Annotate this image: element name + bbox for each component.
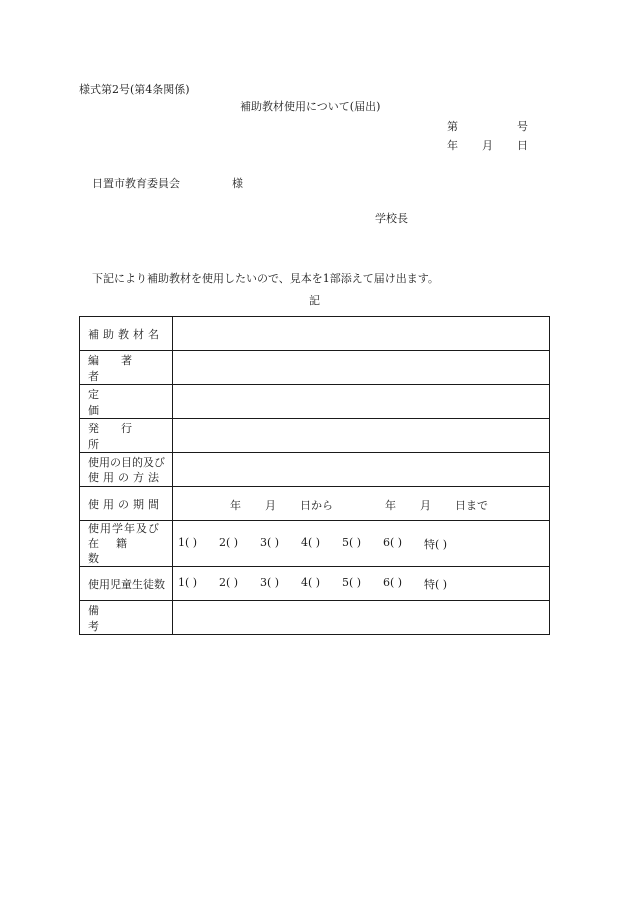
period-day-from: 日から xyxy=(300,498,333,512)
row-label xyxy=(88,602,165,634)
date-year: 年 xyxy=(447,139,458,152)
row-label-text: 定価 xyxy=(88,387,156,417)
row-label-line2: 使用の方法 xyxy=(88,470,163,484)
grade-list xyxy=(173,536,549,552)
input-cell-remarks[interactable] xyxy=(173,601,550,635)
grade-item: 6( ) xyxy=(383,535,403,549)
row-label xyxy=(88,420,165,452)
ki-heading: 記 xyxy=(309,294,320,307)
row-label xyxy=(88,352,165,384)
period-year-end: 年 xyxy=(385,498,396,512)
table-row xyxy=(80,385,550,419)
grade-item: 5( ) xyxy=(342,575,362,589)
form-number: 様式第2号(第4条関係) xyxy=(79,83,190,96)
grade-item: 3( ) xyxy=(260,575,280,589)
table-row xyxy=(80,317,550,351)
table-row xyxy=(80,521,550,567)
table-row xyxy=(80,351,550,385)
row-label-text: 編著者 xyxy=(88,353,154,383)
row-label-text: 発行所 xyxy=(88,421,154,451)
input-cell-publisher[interactable] xyxy=(173,419,550,453)
grade-item: 6( ) xyxy=(383,575,403,589)
date-month: 月 xyxy=(482,139,493,152)
row-label-text: 備考 xyxy=(88,603,156,633)
input-cell-price[interactable] xyxy=(173,385,550,419)
row-label-line1: 使用学年及び xyxy=(88,522,160,535)
addressee-honorific: 様 xyxy=(232,177,243,190)
table-row xyxy=(80,419,550,453)
row-label-text: 補助教材名 xyxy=(88,327,163,341)
row-label xyxy=(88,521,165,566)
period-year-start: 年 xyxy=(230,498,241,512)
input-cell-purpose[interactable] xyxy=(173,453,550,487)
table-row xyxy=(80,567,550,601)
doc-number-go: 号 xyxy=(517,120,528,133)
sender-title: 学校長 xyxy=(375,212,408,225)
grade-list xyxy=(173,576,549,592)
grade-item: 4( ) xyxy=(301,535,321,549)
grade-item: 特( ) xyxy=(424,537,448,551)
grade-item: 2( ) xyxy=(219,535,239,549)
row-label-text: 使用児童生徒数 xyxy=(88,577,165,591)
grade-item: 特( ) xyxy=(424,577,448,591)
row-label xyxy=(88,576,165,592)
period-cell[interactable] xyxy=(173,487,550,521)
date-day: 日 xyxy=(517,139,528,152)
input-cell-author[interactable] xyxy=(173,351,550,385)
row-label xyxy=(88,455,165,485)
row-label xyxy=(88,386,165,418)
table-row xyxy=(80,453,550,487)
grades-cell-users[interactable] xyxy=(173,567,550,601)
row-label-line2: 在籍数 xyxy=(88,537,144,565)
grade-item: 2( ) xyxy=(219,575,239,589)
row-label-text: 使用の期間 xyxy=(88,497,163,511)
grade-item: 3( ) xyxy=(260,535,280,549)
period-month-end: 月 xyxy=(420,498,431,512)
doc-number-dai: 第 xyxy=(447,120,458,133)
period-day-to: 日まで xyxy=(455,498,488,512)
document-title: 補助教材使用について(届出) xyxy=(240,100,381,113)
grades-cell-enrollment[interactable] xyxy=(173,521,550,567)
table-row xyxy=(80,601,550,635)
grade-item: 4( ) xyxy=(301,575,321,589)
addressee-name: 日置市教育委員会 xyxy=(92,177,180,190)
grade-item: 5( ) xyxy=(342,535,362,549)
body-text: 下記により補助教材を使用したいので、見本を1部添えて届け出ます。 xyxy=(92,272,439,285)
grade-item: 1( ) xyxy=(178,535,198,549)
row-label xyxy=(88,496,165,512)
form-table xyxy=(79,316,550,635)
period-month-start: 月 xyxy=(265,498,276,512)
row-label-line1: 使用の目的及び xyxy=(88,455,165,469)
table-row xyxy=(80,487,550,521)
row-label xyxy=(88,326,165,342)
period-row xyxy=(173,497,549,511)
grade-item: 1( ) xyxy=(178,575,198,589)
input-cell-material-name[interactable] xyxy=(173,317,550,351)
